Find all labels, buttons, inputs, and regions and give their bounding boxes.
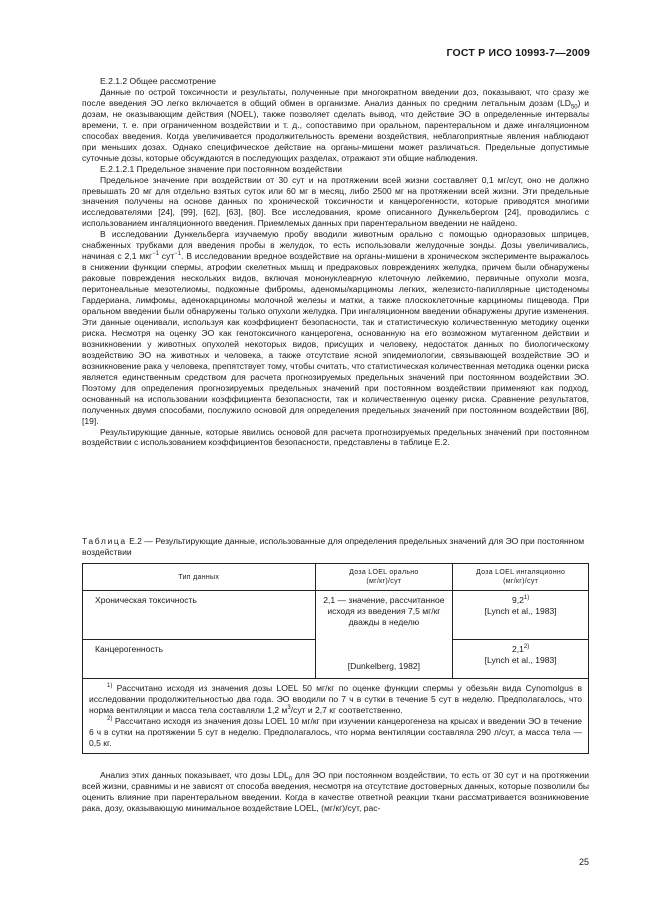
paragraph xyxy=(82,229,589,426)
cell-inhalation-dose: 2,1$^{2)}$ [Lynch et al., 1983] xyxy=(453,640,589,679)
oral-dose-text: 2,1 — значение, рассчитанное исходя из введения 7,5 мг/кг дважды в неделю xyxy=(323,595,445,627)
cell-oral-dose xyxy=(315,591,453,679)
column-header-type: Тип данных xyxy=(83,564,316,591)
table-header-row xyxy=(83,564,589,591)
paragraph: Предельное значение при воздействии от 30 сут и на протяжении всей жизни составляет 0,1 мг/сут, оно не должно превышать 20 мг для отдельно взятых суток или 60 мг в месяц, либо 2500 мг на протяжении всей жизни. Эти предельные значения получены на основе данных по хронической токсичности и канцерогенности, которые приводятся многими исследователями [24], [99], [62], [63], [80]. Все исследования, кроме описанного Дункельбергом [24], проводились с использованием ингаляционного введения. Приемлемых данных при парентеральном введении не найдено. xyxy=(82,174,589,229)
text-run: Данные по острой токсичности и результаты, полученные при многократном введении доз, показывают, что сразу же после введения ЭО легко включается в общий обмен в организме. Анализ данных по средним летальным дозам (LD xyxy=(82,86,589,108)
table-caption xyxy=(82,536,589,558)
text-run: . В исследовании вредное воздействие на органы-мишени в хроническом эксперименте выражалось в снижении функции спермы, атрофии скелетных мышц и предраковых повреждениях желудка, причем были обнаружены раковые повреждения нескольких видов, включая мононуклеарную клеточную лейкемию, первичные опухоли мозга, перитонеальные мезотелиомы, подкожные фибромы, аденомы/карциномы легких, железисто-папиллярные цистоденомы Гардериана, лимфомы, аденокарциномы молочной железы и матки, а также плоскоклеточные карциномы пищевода. При оральном введении были обнаружены только опухоли желудка. При ингаляционном введении обнаружены другие изменения. Эти данные оценивали, используя как коэффициент безопасности, так и статистическую количественную методику оценки риска. Несмотря на оценку ЭО как генотоксичного канцерогена, основанную на его возможном мутагенном действии и возникновении у животных опухолей некоторых видов, присущих и человеку, недостаток данных по биологическому воздействию ЭО на животных и человека, а также отсутствие ясной эпидемиологии, связывающей воздействие ЭО и возникновение рака у человека, препятствует тому, чтобы считать, что статистическая количественная методика оценки риска является единственным средством для расчета прогнозируемых предельных значений при постоянном воздействии ЭО. Поэтому для определения прогнозируемых предельных значений при постоянном воздействии применяют как подход, основанный на использовании коэффициента безопасности, так и количественную оценку риска. Сравнение результатов, полученных двумя способами, послужило основой для определения предельных значений при постоянном воздействии [86], [19]. xyxy=(82,251,589,426)
subscript: 50 xyxy=(570,104,578,111)
table-row xyxy=(83,591,589,640)
text-run: сут xyxy=(158,251,175,262)
footnote-mark: 1) xyxy=(523,595,530,602)
column-header-oral: Доза LOEL орально (мг/кг)/сут xyxy=(315,564,453,591)
data-table xyxy=(82,563,589,754)
main-text xyxy=(82,76,589,448)
oral-dose-reference: [Dunkelberg, 1982] xyxy=(347,661,420,672)
document-header: ГОСТ Р ИСО 10993-7—2009 xyxy=(446,47,590,59)
footnote-mark: 2) xyxy=(523,644,530,651)
superscript: −1 xyxy=(152,251,159,258)
table-note: $^{2)}$ Рассчитано исходя из значения дозы LOEL 10 мг/кг при изучении канцерогенеза на крысах и введении ЭО в течение 6 ч в сутки на протяжении 5 сут в неделю. Предполагалось, что норма вентиляции составляла 290 л/сут, а масса тела — 0,5 кг. xyxy=(89,715,582,748)
paragraph: Результирующие данные, которые явились основой для расчета прогнозируемых предельных значений при постоянном воздействии с использованием коэффициентов безопасности, представлены в таблице Е.2. xyxy=(82,426,589,448)
column-header-inhalation: Доза LOEL ингаляционно (мг/кг)/сут xyxy=(453,564,589,591)
superscript: −1 xyxy=(174,251,182,258)
cell-type: Канцерогенность xyxy=(83,640,316,679)
cell-type: Хроническая токсичность xyxy=(83,591,316,640)
subscript: 0 xyxy=(288,776,293,783)
section-heading: Е.2.1.2.1 Предельное значение при постоянном воздействии xyxy=(100,163,343,174)
section-heading: Е.2.1.2 Общее рассмотрение xyxy=(100,76,216,86)
paragraph: Анализ этих данных показывает, что дозы $LDL_0$ для ЭО при постоянном воздействии, то есть от 30 сут и на протяжении всей жизни, сравнимы и не зависят от способа введения, несмотря на отсутствие достоверных данных, которые позволили бы оценить влияние при парентеральном введении. Когда в качестве ответной реакции ткани рассматривается возникновение рака, дозу, оказывающую минимальное воздействие LOEL, (мг/кг)/сут, рас- xyxy=(82,770,590,813)
caption-label: Таблица xyxy=(82,536,127,546)
caption-text: Е.2 — Результирующие данные, использованные для определения предельных значений для ЭО при постоянном воздействии xyxy=(82,536,585,557)
closing-text xyxy=(82,770,589,814)
cell-inhalation-dose: 9,2$^{1)}$ [Lynch et al., 1983] xyxy=(453,591,589,640)
paragraph xyxy=(82,87,589,164)
text-run: В исследовании Дункельберга изучаемую пробу вводили животным орально с помощью одноразовых шприцев, снабженных трубками для введения пробы в желудок, то есть использовали желудочные зонды. Дозы увеличивались, начиная с 2,1 мкг xyxy=(82,229,589,262)
page-number: 25 xyxy=(578,857,589,867)
table-notes xyxy=(83,679,589,754)
table-notes-row xyxy=(83,679,589,754)
text-run: ) и дозам, не оказывающим действия (NOEL), также позволяет сделать вывод, что действие ЭО в определенные интервалы времени, т. е. при ограниченном воздействии и т. д., сопоставимо при оральном, парентеральном и даже ингаляционном способах введения. Когда увеличивается продолжительность времени воздействия, неблагоприятные явления наблюдают при меньших дозах. Однако специфическое действие на органы-мишени может различаться. Предельные допустимые суточные дозы, которые обсуждаются в последующих разделах, отражают эти общие наблюдения. xyxy=(82,97,590,163)
table-note: $^{1)}$ Рассчитано исходя из значения дозы LOEL 50 мг/кг по оценке функции спермы у обезьян вида Cynomolgus в исследовании продолжительностью два года. ЭО вводили по 7 ч в сутки в течение 5 сут в неделю. Предполагалось, что норма вентиляции и масса тела составляли 1,2 $м^3$/сут и 2,7 кг соответственно. xyxy=(89,683,582,715)
